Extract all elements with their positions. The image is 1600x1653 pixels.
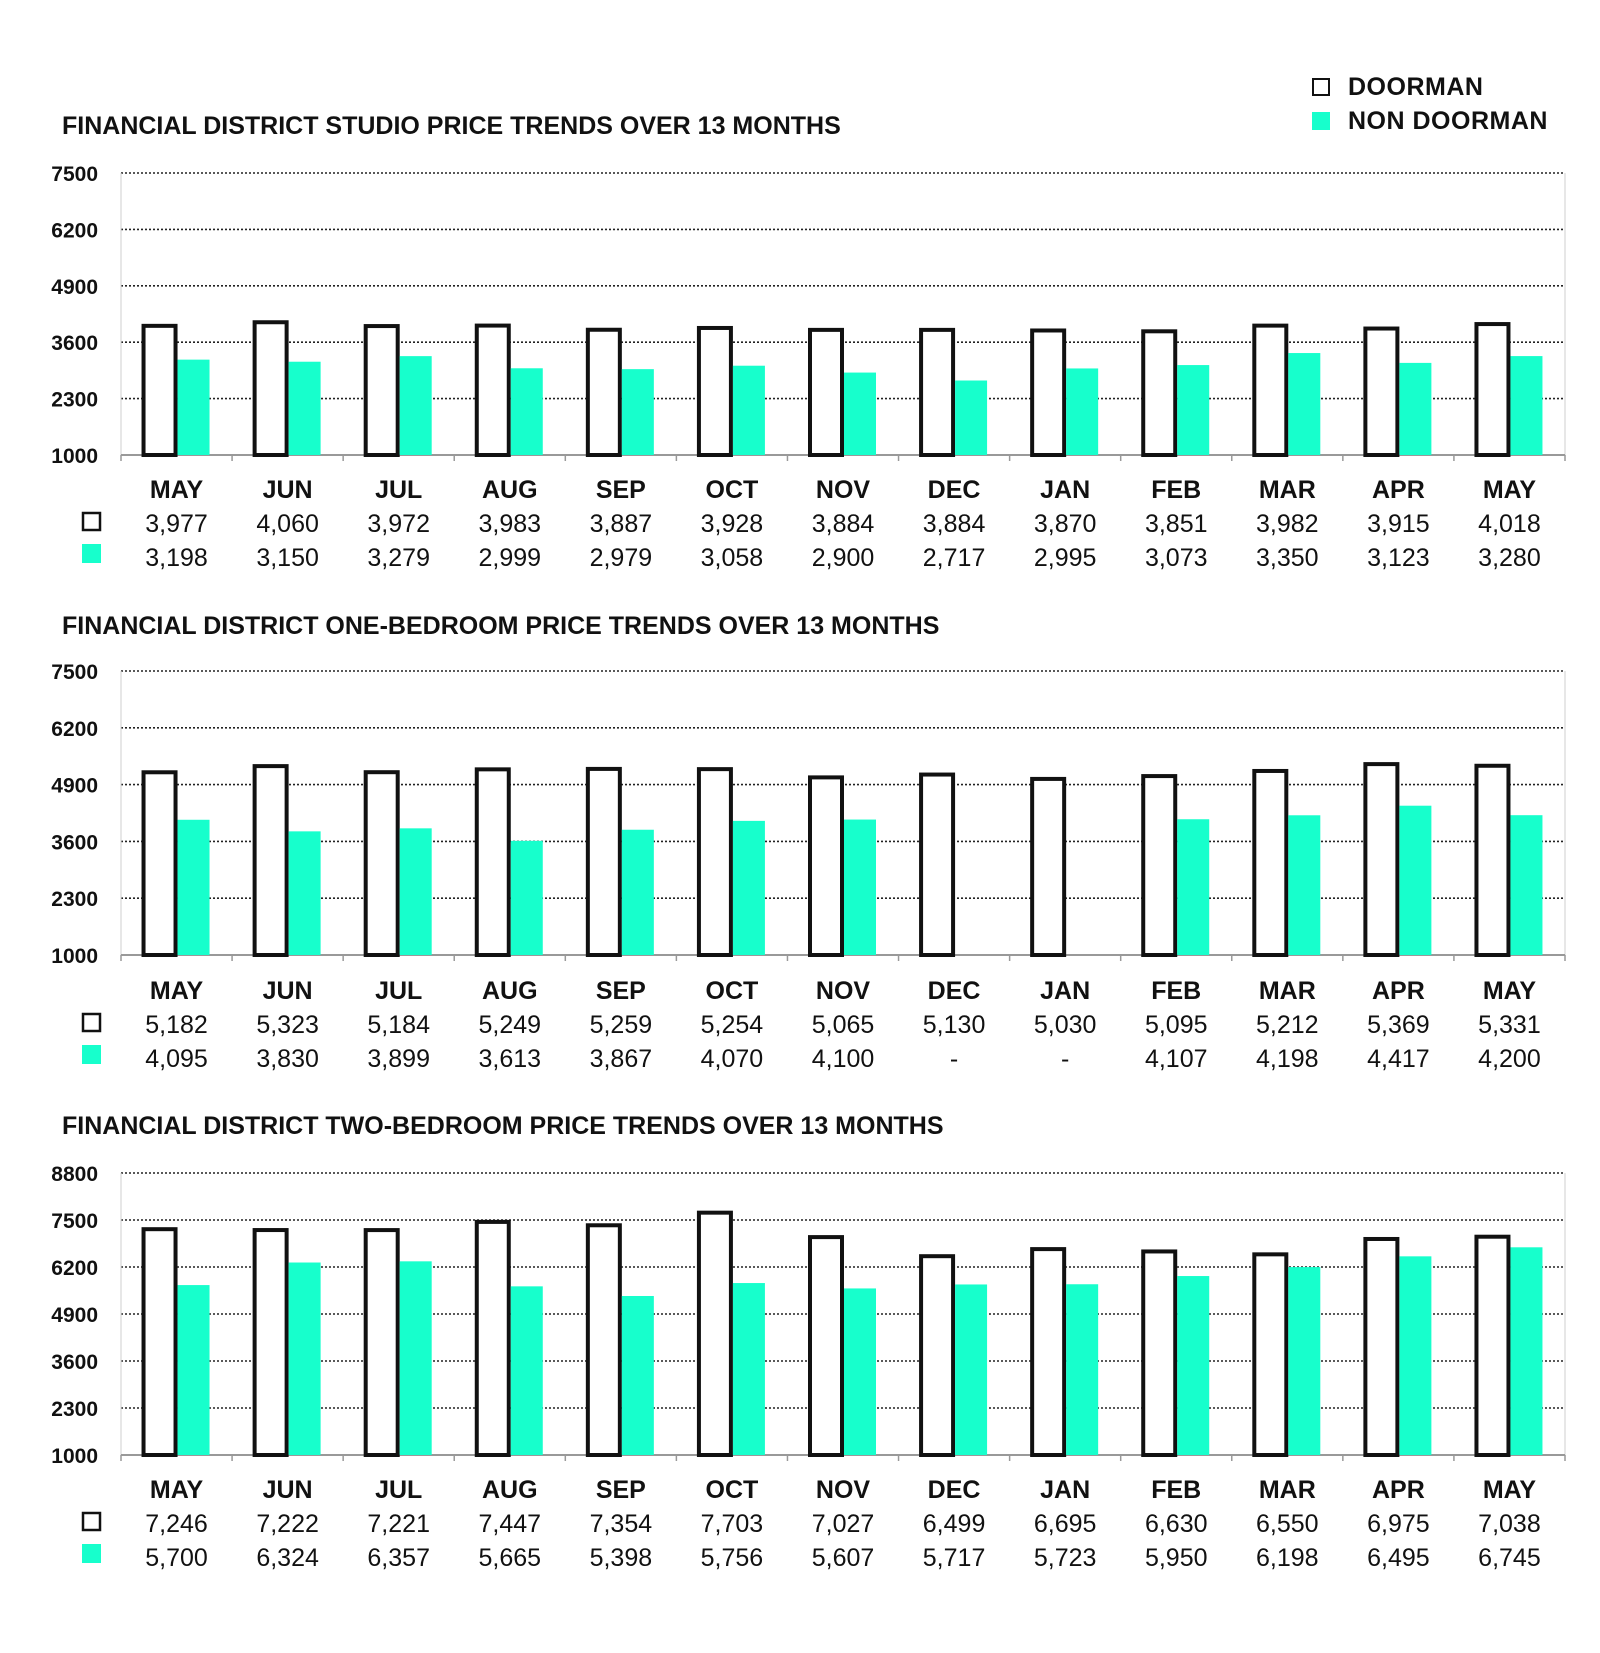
non-doorman-value-label: 4,095 bbox=[145, 1045, 208, 1073]
month-label: FEB bbox=[1151, 1476, 1202, 1504]
non-doorman-value-label: 5,717 bbox=[922, 1544, 986, 1572]
doorman-value-label: 4,018 bbox=[1478, 510, 1541, 538]
y-tick-label: 7500 bbox=[51, 1210, 98, 1233]
non-doorman-value-label: 3,613 bbox=[478, 1045, 542, 1073]
non-doorman-value-label: 3,198 bbox=[145, 544, 208, 572]
doorman-bar bbox=[255, 1230, 287, 1455]
non-doorman-value-label: - bbox=[1060, 1045, 1070, 1073]
doorman-bar bbox=[588, 1225, 620, 1455]
doorman-value-label: 5,331 bbox=[1478, 1011, 1541, 1039]
non-doorman-value-label: 5,665 bbox=[478, 1544, 542, 1572]
doorman-value-label: 5,212 bbox=[1256, 1011, 1319, 1039]
non-doorman-value-label: 2,717 bbox=[922, 544, 986, 572]
non-doorman-value-label: 6,357 bbox=[367, 1544, 430, 1572]
month-label: NOV bbox=[815, 476, 871, 504]
doorman-bar bbox=[810, 1237, 842, 1455]
non-doorman-bar bbox=[844, 1288, 876, 1455]
doorman-bar bbox=[1365, 1239, 1397, 1455]
doorman-bar bbox=[1032, 1249, 1064, 1455]
y-tick-label: 7500 bbox=[51, 163, 98, 186]
non-doorman-value-label: 5,756 bbox=[700, 1544, 764, 1572]
doorman-bar bbox=[921, 1256, 953, 1455]
doorman-value-label: 6,695 bbox=[1033, 1510, 1097, 1538]
month-label: APR bbox=[1371, 476, 1425, 504]
y-tick-label: 1000 bbox=[51, 1445, 98, 1468]
doorman-value-label: 7,027 bbox=[811, 1510, 875, 1538]
non-doorman-value-label: 5,700 bbox=[145, 1544, 208, 1572]
month-label: DEC bbox=[927, 977, 981, 1005]
doorman-value-label: 3,983 bbox=[478, 510, 542, 538]
y-tick-label: 6200 bbox=[51, 1257, 98, 1280]
y-tick-label: 3600 bbox=[51, 831, 98, 855]
non-doorman-value-label: 5,950 bbox=[1144, 1544, 1208, 1572]
doorman-value-label: 5,254 bbox=[700, 1011, 764, 1039]
doorman-bar bbox=[366, 1230, 398, 1455]
y-tick-label: 6200 bbox=[51, 219, 98, 243]
doorman-value-label: 7,038 bbox=[1478, 1510, 1541, 1538]
month-label: NOV bbox=[815, 1476, 871, 1504]
non-doorman-value-label: 3,058 bbox=[700, 544, 764, 572]
non-doorman-bar bbox=[955, 1284, 987, 1455]
chart-title: FINANCIAL DISTRICT STUDIO PRICE TRENDS OVER 13 MONTHS bbox=[62, 112, 841, 140]
doorman-row-key-icon bbox=[83, 1513, 100, 1530]
doorman-bar bbox=[1476, 1237, 1508, 1455]
doorman-value-label: 7,222 bbox=[256, 1510, 319, 1538]
month-label: JUL bbox=[375, 1476, 423, 1504]
doorman-value-label: 3,887 bbox=[589, 510, 653, 538]
non-doorman-value-label: 6,495 bbox=[1367, 1544, 1430, 1572]
doorman-value-label: 6,550 bbox=[1256, 1510, 1319, 1538]
non-doorman-value-label: 6,745 bbox=[1478, 1544, 1541, 1572]
month-label: OCT bbox=[705, 1476, 759, 1504]
chart-title: FINANCIAL DISTRICT TWO-BEDROOM PRICE TRENDS OVER 13 MONTHS bbox=[62, 1112, 944, 1140]
month-label: JAN bbox=[1040, 977, 1091, 1005]
non-doorman-value-label: 3,150 bbox=[256, 544, 319, 572]
doorman-value-label: 5,130 bbox=[922, 1011, 986, 1039]
month-label: MAY bbox=[1482, 977, 1537, 1005]
non-doorman-value-label: 5,607 bbox=[811, 1544, 875, 1572]
doorman-value-label: 5,184 bbox=[367, 1011, 430, 1039]
y-tick-label: 4900 bbox=[51, 1304, 98, 1327]
doorman-value-label: 7,354 bbox=[589, 1510, 653, 1538]
y-tick-label: 1000 bbox=[51, 945, 98, 968]
non-doorman-value-label: 4,070 bbox=[700, 1045, 764, 1073]
legend-label-non-doorman: NON DOORMAN bbox=[1348, 106, 1548, 135]
y-tick-label: 4900 bbox=[51, 774, 98, 798]
month-label: SEP bbox=[595, 476, 646, 504]
non-doorman-value-label: 4,198 bbox=[1256, 1045, 1319, 1073]
non-doorman-value-label: 6,198 bbox=[1256, 1544, 1319, 1572]
month-label: AUG bbox=[481, 977, 538, 1005]
non-doorman-value-label: 3,279 bbox=[367, 544, 430, 572]
month-label: AUG bbox=[481, 476, 538, 504]
month-label: MAY bbox=[149, 476, 204, 504]
non-doorman-value-label: 3,280 bbox=[1478, 544, 1541, 572]
month-label: FEB bbox=[1151, 476, 1202, 504]
doorman-value-label: 6,975 bbox=[1367, 1510, 1430, 1538]
non-doorman-value-label: 4,200 bbox=[1478, 1045, 1541, 1073]
non-doorman-value-label: 2,995 bbox=[1033, 544, 1097, 572]
month-label: JAN bbox=[1040, 476, 1091, 504]
y-tick-label: 2300 bbox=[51, 1398, 98, 1421]
month-label: MAY bbox=[1482, 1476, 1537, 1504]
non-doorman-bar bbox=[1510, 1247, 1542, 1455]
doorman-value-label: 3,884 bbox=[922, 510, 986, 538]
doorman-value-label: 7,246 bbox=[145, 1510, 208, 1538]
month-label: DEC bbox=[927, 476, 981, 504]
doorman-value-label: 3,870 bbox=[1033, 510, 1097, 538]
non-doorman-value-label: - bbox=[949, 1045, 959, 1073]
doorman-value-label: 3,915 bbox=[1367, 510, 1430, 538]
non-doorman-value-label: 2,900 bbox=[811, 544, 875, 572]
non-doorman-value-label: 4,107 bbox=[1144, 1045, 1208, 1073]
doorman-bar bbox=[144, 1229, 176, 1455]
doorman-value-label: 5,095 bbox=[1144, 1011, 1208, 1039]
month-label: APR bbox=[1371, 1476, 1425, 1504]
month-label: MAR bbox=[1258, 977, 1316, 1005]
non-doorman-value-label: 3,867 bbox=[589, 1045, 653, 1073]
month-label: MAR bbox=[1258, 1476, 1316, 1504]
y-tick-label: 4900 bbox=[51, 275, 98, 299]
doorman-value-label: 5,065 bbox=[811, 1011, 875, 1039]
month-label: JAN bbox=[1040, 1476, 1091, 1504]
non-doorman-value-label: 2,999 bbox=[478, 544, 542, 572]
doorman-value-label: 5,030 bbox=[1033, 1011, 1097, 1039]
y-tick-label: 2300 bbox=[51, 888, 98, 912]
non-doorman-value-label: 4,100 bbox=[811, 1045, 875, 1073]
non-doorman-value-label: 3,830 bbox=[256, 1045, 319, 1073]
month-label: APR bbox=[1371, 977, 1425, 1005]
doorman-value-label: 7,447 bbox=[478, 1510, 542, 1538]
legend-label-doorman: DOORMAN bbox=[1348, 72, 1484, 101]
month-label: MAY bbox=[1482, 476, 1537, 504]
month-label: NOV bbox=[815, 977, 871, 1005]
doorman-value-label: 3,977 bbox=[145, 510, 208, 538]
non-doorman-bar bbox=[622, 1296, 654, 1455]
month-label: JUN bbox=[262, 977, 313, 1005]
month-label: JUN bbox=[262, 476, 313, 504]
non-doorman-bar bbox=[511, 1286, 543, 1455]
doorman-value-label: 5,259 bbox=[589, 1011, 653, 1039]
month-label: AUG bbox=[481, 1476, 538, 1504]
month-label: JUL bbox=[375, 476, 423, 504]
month-label: OCT bbox=[705, 977, 759, 1005]
y-tick-label: 3600 bbox=[51, 1351, 98, 1374]
doorman-value-label: 4,060 bbox=[256, 510, 319, 538]
doorman-bar bbox=[477, 1222, 509, 1455]
month-label: OCT bbox=[705, 476, 759, 504]
doorman-bar bbox=[699, 1213, 731, 1455]
doorman-value-label: 5,182 bbox=[145, 1011, 208, 1039]
non-doorman-value-label: 5,398 bbox=[589, 1544, 653, 1572]
non-doorman-bar bbox=[1399, 1256, 1431, 1455]
non-doorman-value-label: 3,073 bbox=[1144, 544, 1208, 572]
non-doorman-value-label: 3,123 bbox=[1367, 544, 1430, 572]
non-doorman-value-label: 4,417 bbox=[1367, 1045, 1430, 1073]
doorman-bar bbox=[1254, 1254, 1286, 1455]
doorman-value-label: 5,323 bbox=[256, 1011, 319, 1039]
non-doorman-value-label: 5,723 bbox=[1033, 1544, 1097, 1572]
doorman-value-label: 3,982 bbox=[1256, 510, 1319, 538]
doorman-value-label: 5,249 bbox=[478, 1011, 542, 1039]
y-tick-label: 8800 bbox=[51, 1163, 98, 1186]
non-doorman-bar bbox=[733, 1283, 765, 1455]
doorman-value-label: 7,221 bbox=[367, 1510, 430, 1538]
non-doorman-bar bbox=[1288, 1267, 1320, 1455]
y-tick-label: 3600 bbox=[51, 332, 98, 356]
non-doorman-bar bbox=[178, 1285, 210, 1455]
doorman-value-label: 6,630 bbox=[1144, 1510, 1208, 1538]
y-tick-label: 1000 bbox=[51, 445, 98, 468]
non-doorman-bar bbox=[1066, 1284, 1098, 1455]
month-label: JUN bbox=[262, 1476, 313, 1504]
y-tick-label: 2300 bbox=[51, 388, 98, 412]
doorman-bar bbox=[1143, 1251, 1175, 1455]
doorman-value-label: 7,703 bbox=[700, 1510, 764, 1538]
doorman-value-label: 3,972 bbox=[367, 510, 430, 538]
doorman-value-label: 3,884 bbox=[811, 510, 875, 538]
doorman-value-label: 5,369 bbox=[1367, 1011, 1430, 1039]
month-label: JUL bbox=[375, 977, 423, 1005]
non-doorman-bar bbox=[289, 1263, 321, 1455]
non-doorman-row-key-icon bbox=[82, 1544, 101, 1563]
month-label: MAY bbox=[149, 1476, 204, 1504]
month-label: FEB bbox=[1151, 977, 1202, 1005]
chart-title: FINANCIAL DISTRICT ONE-BEDROOM PRICE TRENDS OVER 13 MONTHS bbox=[62, 612, 940, 640]
month-label: MAY bbox=[149, 977, 204, 1005]
non-doorman-value-label: 6,324 bbox=[256, 1544, 319, 1572]
doorman-value-label: 3,928 bbox=[700, 510, 764, 538]
month-label: SEP bbox=[595, 977, 646, 1005]
doorman-value-label: 3,851 bbox=[1144, 510, 1208, 538]
non-doorman-bar bbox=[1177, 1276, 1209, 1455]
non-doorman-value-label: 3,350 bbox=[1256, 544, 1319, 572]
month-label: DEC bbox=[927, 1476, 981, 1504]
doorman-value-label: 6,499 bbox=[922, 1510, 986, 1538]
non-doorman-bar bbox=[400, 1261, 432, 1455]
y-tick-label: 7500 bbox=[51, 661, 98, 684]
non-doorman-value-label: 3,899 bbox=[367, 1045, 430, 1073]
y-tick-label: 6200 bbox=[51, 717, 98, 741]
month-label: MAR bbox=[1258, 476, 1316, 504]
month-label: SEP bbox=[595, 1476, 646, 1504]
non-doorman-value-label: 2,979 bbox=[589, 544, 653, 572]
